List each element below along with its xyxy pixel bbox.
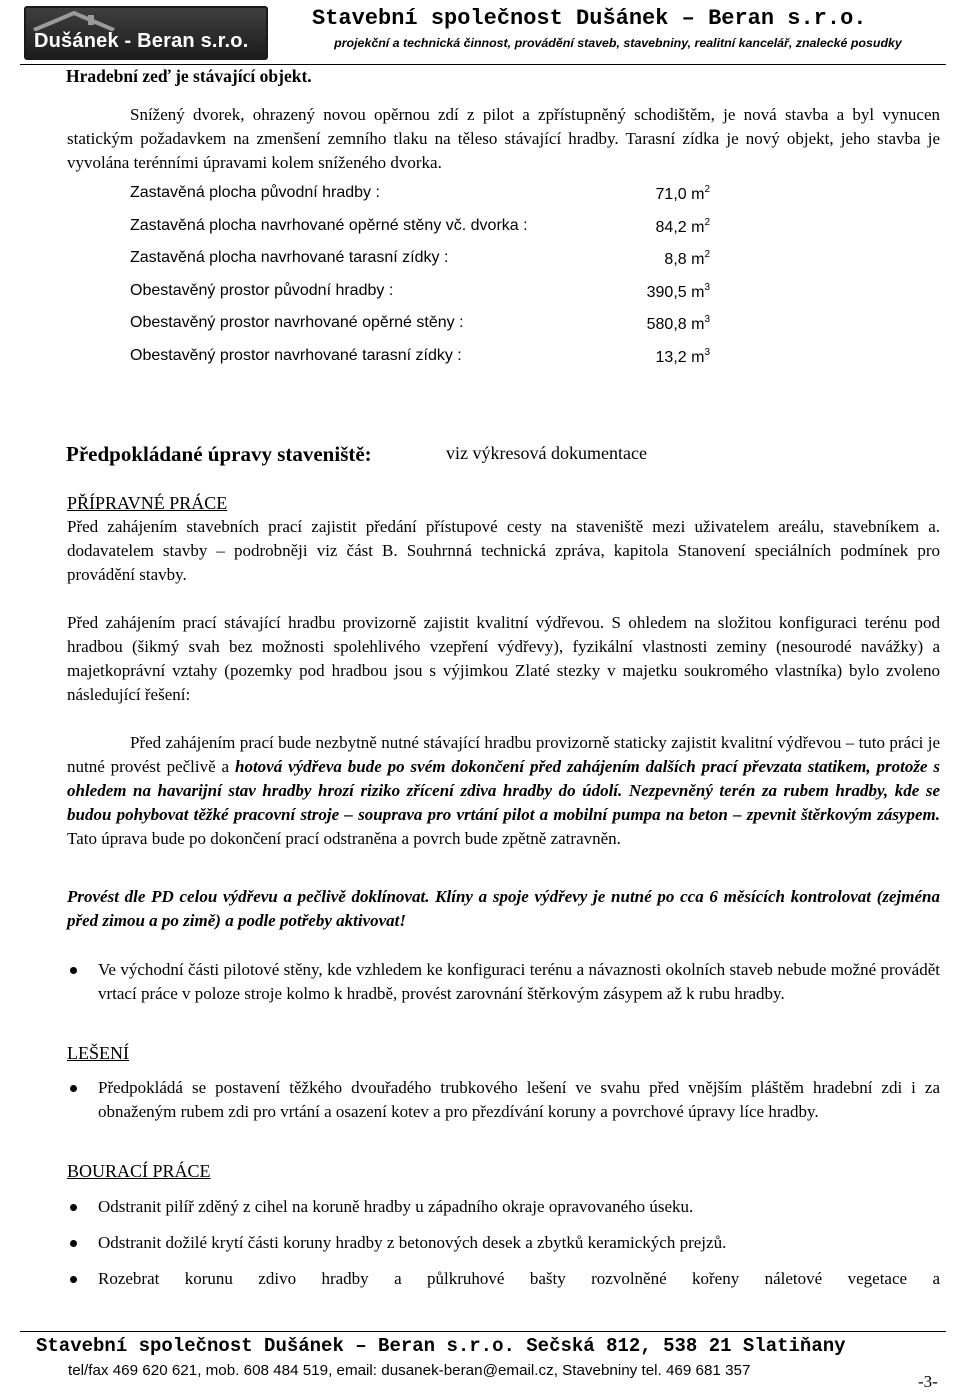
company-subtitle: projekční a technická činnost, provádění staveb, stavebniny, realitní kancelář, znalecké posudky bbox=[334, 36, 902, 50]
area-value: 580,8 $m^3$ bbox=[646, 314, 710, 333]
list-item: Rozebrat korunu zdivo hradby a půlkruhové bašty rozvolněné kořeny náletové vegetace a bbox=[67, 1267, 940, 1291]
area-label: Zastavěná plocha navrhované opěrné stěny vč. dvorka : bbox=[130, 216, 528, 234]
footer-company-address: Stavební společnost Dušánek – Beran s.r.o. Sečská 812, 538 21 Slatiňany bbox=[36, 1335, 846, 1357]
scaffolding-bullet-list bbox=[67, 1076, 940, 1124]
area-value: 8,8 $m^2$ bbox=[664, 249, 710, 268]
area-label: Zastavěná plocha původní hradby : bbox=[130, 184, 380, 201]
logo-text: Dušánek - Beran s.r.o. bbox=[34, 30, 249, 52]
area-value: 390,5 $m^3$ bbox=[646, 281, 710, 301]
list-item: Odstranit dožilé krytí části koruny hradby z betonových desek a zbytků keramických prejzů. bbox=[67, 1231, 940, 1255]
section-heading-demolition: BOURACÍ PRÁCE bbox=[67, 1161, 211, 1181]
site-prep-heading: Předpokládané úpravy staveniště: bbox=[66, 442, 372, 466]
company-logo bbox=[24, 6, 268, 60]
area-label: Obestavěný prostor navrhované tarasní zídky : bbox=[130, 346, 462, 364]
area-label: Zastavěná plocha navrhované tarasní zídky : bbox=[130, 249, 449, 266]
house-roof-icon bbox=[32, 11, 116, 31]
intro-heading: Hradební zeď je stávající objekt. bbox=[66, 66, 312, 86]
intro-paragraph: Snížený dvorek, ohrazený novou opěrnou zdí z pilot a zpřístupněný schodištěm, je nová stavba a byl vynucen statickým požadavkem na zmenšení zemního tlaku na těleso stávající hradby. Tarasní zídka je nový objekt, jeho stavba je vyvolána terénními úpravami kolem sníženého dvorka. bbox=[67, 105, 940, 172]
preparatory-paragraph-2: Před zahájením prací stávající hradbu provizorně zajistit kvalitní výdřevou. S ohledem na složitou konfiguraci terénu pod hradbou (šikmý svah bez možnosti spolehlivého vzepření výdřevy), fyzikální vlastnosti zeminy (nesourodé navážky) a majetkoprávní vztahy (pozemky pod hradbou jsou s výjimkou Zlaté stezky v majetku soukromého vlastníka) bylo zvoleno následující řešení: bbox=[67, 613, 940, 704]
section-heading-preparatory: PŘÍPRAVNÉ PRÁCE bbox=[67, 493, 228, 513]
preparatory-paragraph-3: Před zahájením prací bude nezbytně nutné stávající hradbu provizorně staticky zajistit kvalitní výdřevou – tuto práci je nutné provést pečlivě a hotová výdřeva bude po svém dokončení před zahájením dalších prací převzata statikem, protože s ohledem na havarijní stav hradby hrozí riziko zřícení zdiva hradby do údolí. Nezpevněný terén za rubem hradby, kde se budou pohybovat těžké pracovní stroje – souprava pro vrtání pilot a mobilní pumpa na beton – zpevnit štěrkovým zásypem. Tato úprava bude po dokončení prací odstraněna a povrch bude zpětně zatravněn. bbox=[67, 733, 940, 848]
page-number: -3- bbox=[918, 1372, 938, 1391]
demolition-bullet-list bbox=[67, 1195, 940, 1291]
footer-divider bbox=[20, 1331, 946, 1332]
preparatory-bullet-list bbox=[67, 958, 940, 1006]
area-label: Obestavěný prostor navrhované opěrné stěny : bbox=[130, 314, 464, 331]
section-heading-scaffolding: LEŠENÍ bbox=[67, 1043, 129, 1063]
preparatory-paragraph-1: Před zahájením stavebních prací zajistit předání přístupové cesty na staveniště mezi uživatelem areálu, stavebníkem a. dodavatelem stavby – podrobněji viz část B. Souhrnná technická zpráva, kapitola Stanovení speciálních podmínek pro provádění stavby. bbox=[67, 517, 940, 584]
area-value: 71,0 $m^2$ bbox=[655, 184, 710, 203]
list-item: Ve východní části pilotové stěny, kde vzhledem ke konfiguraci terénu a návaznosti okolních staveb nebude možné provádět vrtací práce v poloze stroje kolmo k hradbě, provést zarovnání štěrkovým zásypem až k rubu hradby. bbox=[67, 958, 940, 1006]
area-label: Obestavěný prostor původní hradby : bbox=[130, 281, 394, 299]
area-value: 84,2 $m^2$ bbox=[655, 216, 710, 236]
preparatory-warning: Provést dle PD celou výdřevu a pečlivě doklínovat. Klíny a spoje výdřevy je nutné po cca 6 měsících kontrolovat (zejména před zimou a po zimě) a podle potřeby aktivovat! bbox=[67, 887, 940, 930]
page-header bbox=[0, 0, 960, 66]
footer-contact: tel/fax 469 620 621, mob. 608 484 519, email: dusanek-beran@email.cz, Stavebniny tel. 469 681 357 bbox=[68, 1362, 751, 1379]
site-prep-reference: viz výkresová dokumentace bbox=[446, 443, 647, 463]
list-item: Předpokládá se postavení těžkého dvouřadého trubkového lešení ve svahu před vnějším pláštěm hradební zdi i za obnaženým rubem zdi pro vrtání a osazení kotev a pro přezdívání koruny a povrchové úpravy líce hradby. bbox=[67, 1076, 940, 1124]
company-title: Stavební společnost Dušánek – Beran s.r.o. bbox=[312, 6, 867, 31]
area-value: 13,2 $m^3$ bbox=[655, 346, 710, 366]
list-item: Odstranit pilíř zděný z cihel na koruně hradby u západního okraje opravovaného úseku. bbox=[67, 1195, 940, 1219]
